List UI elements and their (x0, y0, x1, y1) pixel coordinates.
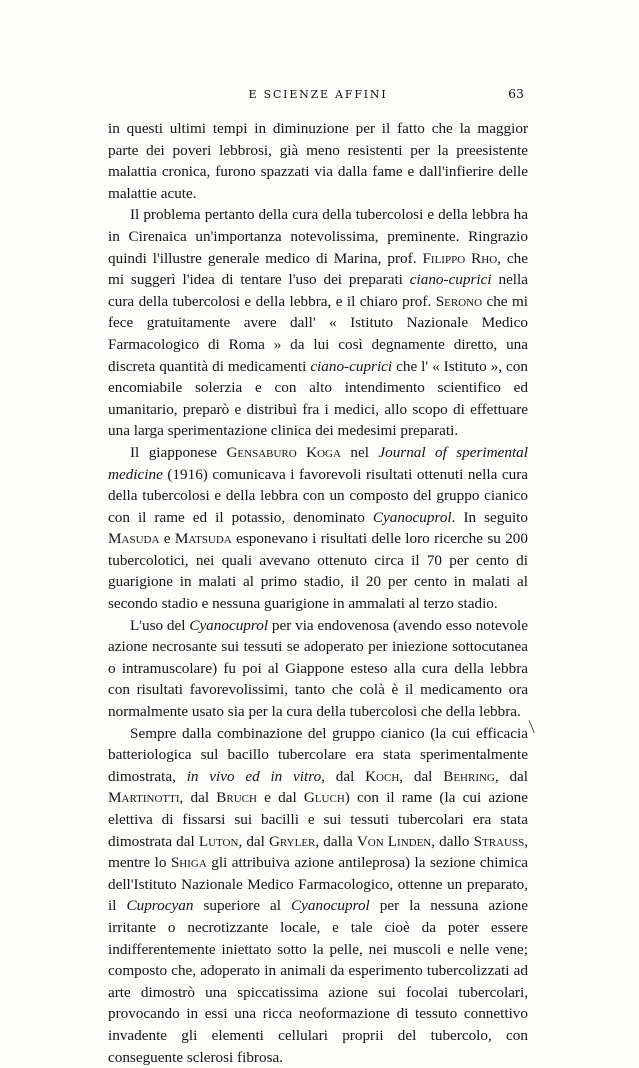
author-name: Shiga (170, 854, 207, 872)
author-name: Filippo Rho (422, 249, 498, 267)
paragraph-5 (108, 723, 528, 1068)
page-number: 63 (508, 86, 524, 101)
text-run: per via endovenosa (avendo esso notevole azione necrosante sui tessuti se adoperato per iniezione sottocutanea o intramuscolare) fu poi al Giappone esteso alla cura della lebbra con risultati favorevolissimi, tanto che colà è il medicamento ora normalmente usato sia per la cura della tubercolosi che della lebbra. (108, 616, 528, 721)
paragraph-2 (108, 204, 528, 442)
author-name: Masuda (108, 530, 160, 548)
text-run: Sempre dalla combinazione del gruppo cianico (la cui efficacia batteriologica sul bacillo tubercolare era stata sperimentalmente dimostrata, (108, 724, 528, 785)
text-run: , dal (238, 832, 269, 850)
italic-term: Cyanocuprol (372, 508, 452, 526)
text-run: in questi ultimi tempi in diminuzione per il fatto che la maggior parte dei poveri lebbrosi, già meno resistenti per la preesistente malattia cronica, furono spazzati via dalla fame e dall'infierire delle malattie acute. (108, 120, 528, 202)
paragraph-4 (108, 615, 528, 723)
paragraph-3 (108, 442, 528, 615)
text-run: nel (340, 443, 379, 461)
text-run: ) con il rame (la cui azione elettiva di fissarsi sui bacilli e sui tessuti tubercolari era stata dimostrata dal (108, 789, 528, 850)
text-run: superiore al (193, 897, 292, 915)
text-run: esponevano i risultati delle loro ricerche su 200 tubercolotici, nei quali avevano ottenuto circa il 70 per cento di guarigione in malati al primo stadio, il 20 per cento in malati al secondo stadio e nessuna guarigione in ammalati al terzo stadio. (108, 530, 528, 613)
author-name: Bruch (216, 789, 257, 807)
text-run: (1916) comunicava i favorevoli risultati ottenuti nella cura della tubercolosi e della lebbra con un composto del gruppo cianico con il rame ed il potassio, denominato (108, 465, 528, 526)
italic-term: Cyanocuprol (291, 897, 370, 915)
author-name: Gryler (268, 832, 316, 850)
author-name: Von Linden (356, 832, 432, 850)
text-run: Il problema pertanto della cura della tubercolosi e della lebbra ha in Cirenaica un'importanza notevolissima, preminente. Ringrazio quindi l'illustre generale medico di Marina, prof. (108, 206, 528, 267)
author-name: Gensaburo Koga (226, 443, 341, 461)
text-run: nella cura della tubercolosi e della lebbra, e il chiaro prof. (108, 271, 528, 310)
author-name: Serono (435, 292, 483, 310)
text-run: , dalla (315, 832, 357, 850)
text-run: per la nessuna azione irritante o necrotizzante locale, e tale cioè da poter essere indifferentemente iniettato sotto la pelle, nei muscoli e nelle vene; composto che, adoperato in animali da esperimento tubercolizzati ad arte dimostrò una spiccatissima azione sui focolai tubercolari, provocando in essi una ricca neoformazione di tessuto connettivo invadente gli elementi cellulari proprii del tubercolo, con conseguente sclerosi fibrosa. (108, 897, 528, 1066)
text-run: , mentre lo (108, 832, 528, 872)
author-name: Strauss (473, 832, 525, 850)
italic-term: in vivo ed in vitro (186, 767, 322, 785)
italic-term: ciano-cuprici (310, 357, 393, 375)
text-run: Il giapponese (130, 443, 227, 461)
text-run: L'uso del (130, 616, 190, 634)
author-name: Luton (198, 832, 239, 850)
running-head: E SCIENZE AFFINI (248, 88, 388, 101)
body-text (108, 118, 528, 1068)
text-run: . In seguito (451, 508, 528, 526)
author-name: Martinotti (108, 789, 180, 807)
text-run: , che mi suggerì l'idea di tentare l'uso dei preparati (108, 249, 528, 289)
paragraph-1 (108, 118, 528, 204)
italic-term: Cuprocyan (126, 897, 194, 915)
margin-pencil-mark (529, 719, 539, 734)
text-run: , dal (494, 767, 528, 785)
text-run: gli attribuiva azione antileprosa) la sezione chimica dell'Istituto Nazionale Medico Farmacologico, ottenne un preparato, il (108, 854, 528, 915)
author-name: Matsuda (174, 530, 232, 548)
text-run: , dallo (431, 832, 474, 850)
text-run: e (159, 530, 175, 548)
text-run: , dal (321, 767, 366, 785)
text-run: che l' « Istituto », con encomiabile solerzia e con alto intendimento scientifico ed umanitario, preparò e distribuì fra i medici, allo scopo di effettuare una larga sperimentazione clinica dei medesimi preparati. (108, 357, 528, 440)
text-run: , dal (399, 767, 444, 785)
author-name: Behring (443, 767, 495, 785)
author-name: Gluch (303, 789, 345, 807)
text-run: , dal (179, 789, 217, 807)
italic-term: ciano-cuprici (409, 271, 492, 289)
author-name: Koch (365, 767, 400, 785)
italic-term: Journal of sperimental medicine (108, 443, 528, 483)
italic-term: Cyanocuprol (189, 616, 269, 634)
text-run: e dal (256, 789, 304, 807)
text-run: che mi fece gratuitamente avere dall' « Istituto Nazionale Medico Farmacologico di Roma » da lui così degnamente diretto, una discreta quantità di medicamenti (108, 292, 529, 375)
